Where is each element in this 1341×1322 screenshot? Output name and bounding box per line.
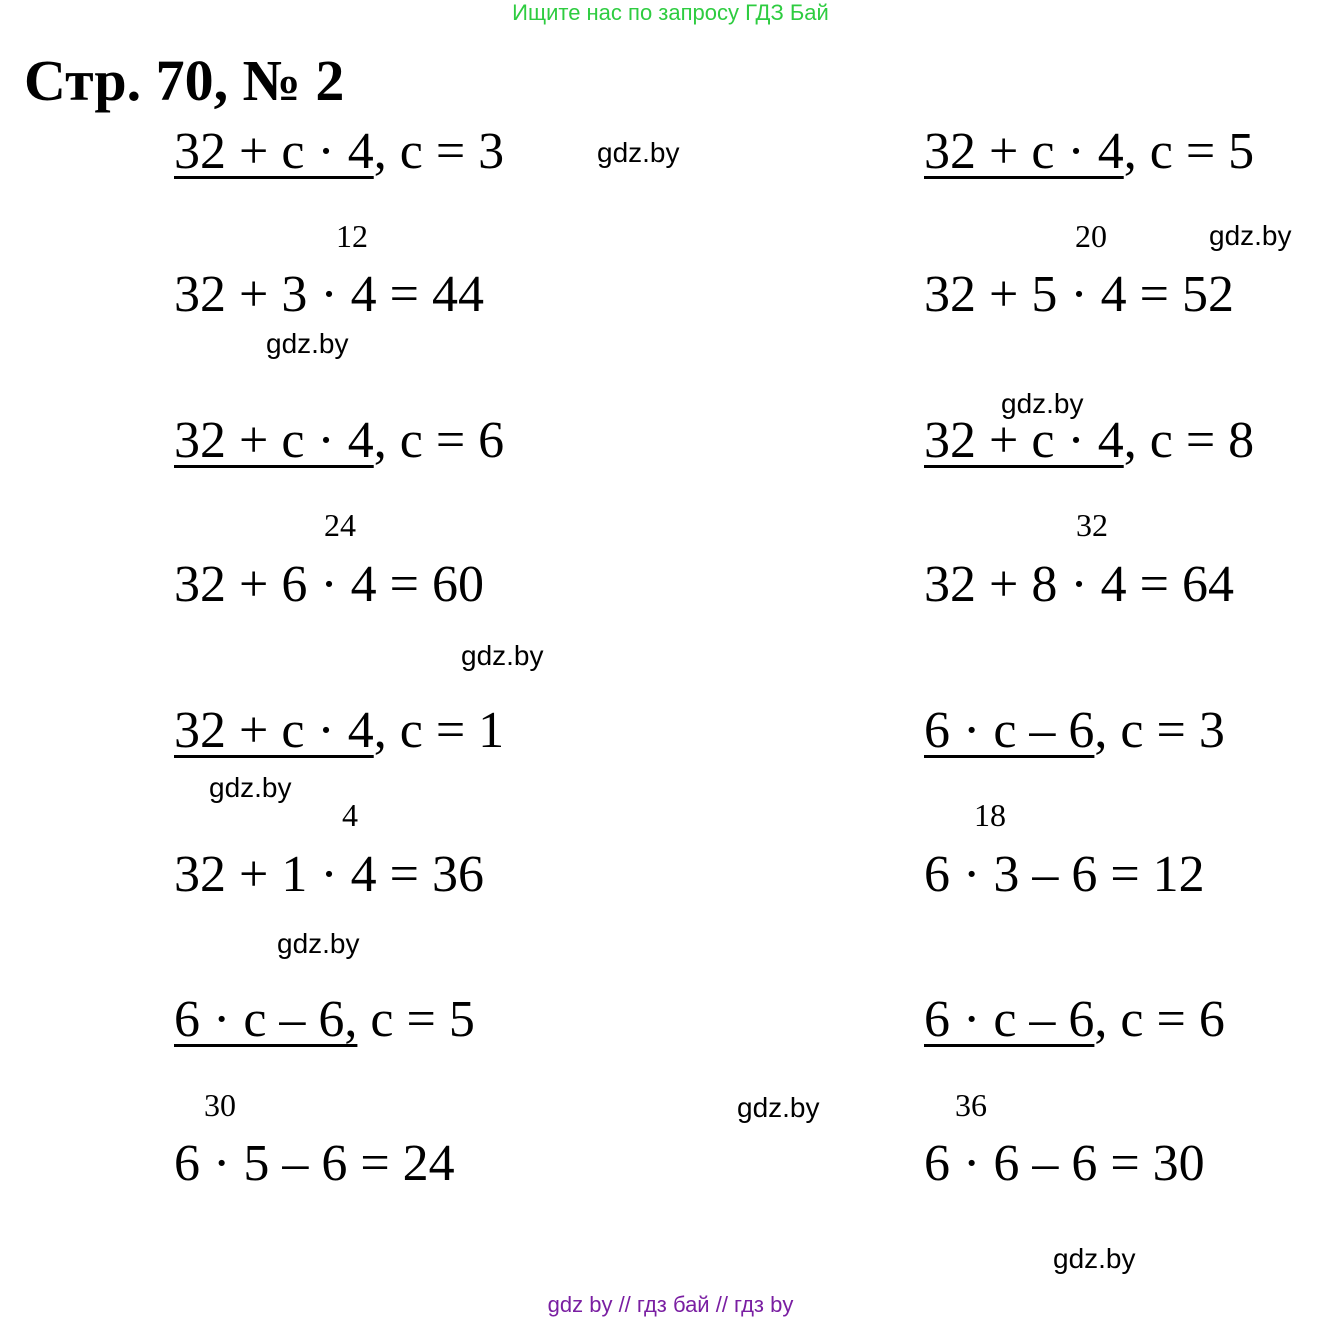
- right-task-2-condition: [924, 411, 1254, 471]
- watermark: gdz.by: [1053, 1243, 1136, 1274]
- left-task-2-expression: 32 + с · 4: [174, 412, 374, 469]
- bottom-banner: gdz by // гдз бай // гдз by: [547, 1292, 794, 1317]
- right-task-1-condition: [924, 122, 1254, 182]
- left-task-2-result: 32 + 6 · 4 = 60: [174, 556, 484, 613]
- right-task-4-condition: [924, 990, 1225, 1050]
- left-task-1-result: 32 + 3 · 4 = 44: [174, 266, 484, 323]
- right-task-1-intermediate: 20: [1075, 218, 1107, 254]
- right-task-4-expression: 6 · с – 6: [924, 991, 1095, 1048]
- left-task-1-intermediate: 12: [336, 218, 368, 254]
- left-task-3-result: 32 + 1 · 4 = 36: [174, 846, 484, 903]
- watermark: gdz.by: [266, 328, 349, 359]
- left-task-4-result: 6 · 5 – 6 = 24: [174, 1135, 455, 1192]
- left-task-2-condition: [174, 411, 504, 471]
- right-task-1-expression: 32 + с · 4: [924, 123, 1124, 180]
- left-task-1-condition: [174, 122, 504, 182]
- right-task-3-result: 6 · 3 – 6 = 12: [924, 846, 1205, 903]
- right-task-2-value: , с = 8: [1123, 412, 1255, 469]
- left-task-4-expression: 6 · с – 6,: [174, 991, 358, 1048]
- right-task-1-value: , с = 5: [1123, 123, 1255, 180]
- left-task-1-value: , с = 3: [373, 123, 505, 180]
- left-task-4-intermediate: 30: [204, 1087, 236, 1123]
- right-task-4-intermediate: 36: [955, 1087, 987, 1123]
- left-task-4-value: с = 5: [357, 991, 475, 1048]
- watermark: gdz.by: [1209, 220, 1292, 251]
- page-title: Стр. 70, № 2: [24, 48, 345, 113]
- left-task-3-value: , с = 1: [373, 702, 505, 759]
- top-banner: Ищите нас по запросу ГДЗ Бай: [512, 0, 829, 25]
- watermark: gdz.by: [209, 772, 292, 803]
- left-task-1-expression: 32 + с · 4: [174, 123, 374, 180]
- left-task-2-value: , с = 6: [373, 412, 505, 469]
- right-task-1-result: 32 + 5 · 4 = 52: [924, 266, 1234, 323]
- right-task-2-intermediate: 32: [1076, 507, 1108, 543]
- right-task-2-result: 32 + 8 · 4 = 64: [924, 556, 1234, 613]
- left-task-3-intermediate: 4: [342, 797, 358, 833]
- watermark: gdz.by: [597, 137, 680, 168]
- left-task-3-expression: 32 + с · 4: [174, 702, 374, 759]
- right-task-3-value: , с = 3: [1094, 702, 1225, 759]
- watermark: gdz.by: [737, 1092, 820, 1123]
- right-task-3-condition: [924, 701, 1225, 761]
- right-task-4-value: , с = 6: [1094, 991, 1225, 1048]
- right-task-3-expression: 6 · с – 6: [924, 702, 1095, 759]
- left-task-4-condition: [174, 990, 475, 1050]
- right-task-2-expression: 32 + с · 4: [924, 412, 1124, 469]
- watermark: gdz.by: [1001, 388, 1084, 419]
- left-task-2-intermediate: 24: [324, 507, 356, 543]
- watermark: gdz.by: [277, 928, 360, 959]
- watermark: gdz.by: [461, 640, 544, 671]
- left-task-3-condition: [174, 701, 504, 761]
- right-task-4-result: 6 · 6 – 6 = 30: [924, 1135, 1205, 1192]
- right-task-3-intermediate: 18: [974, 797, 1006, 833]
